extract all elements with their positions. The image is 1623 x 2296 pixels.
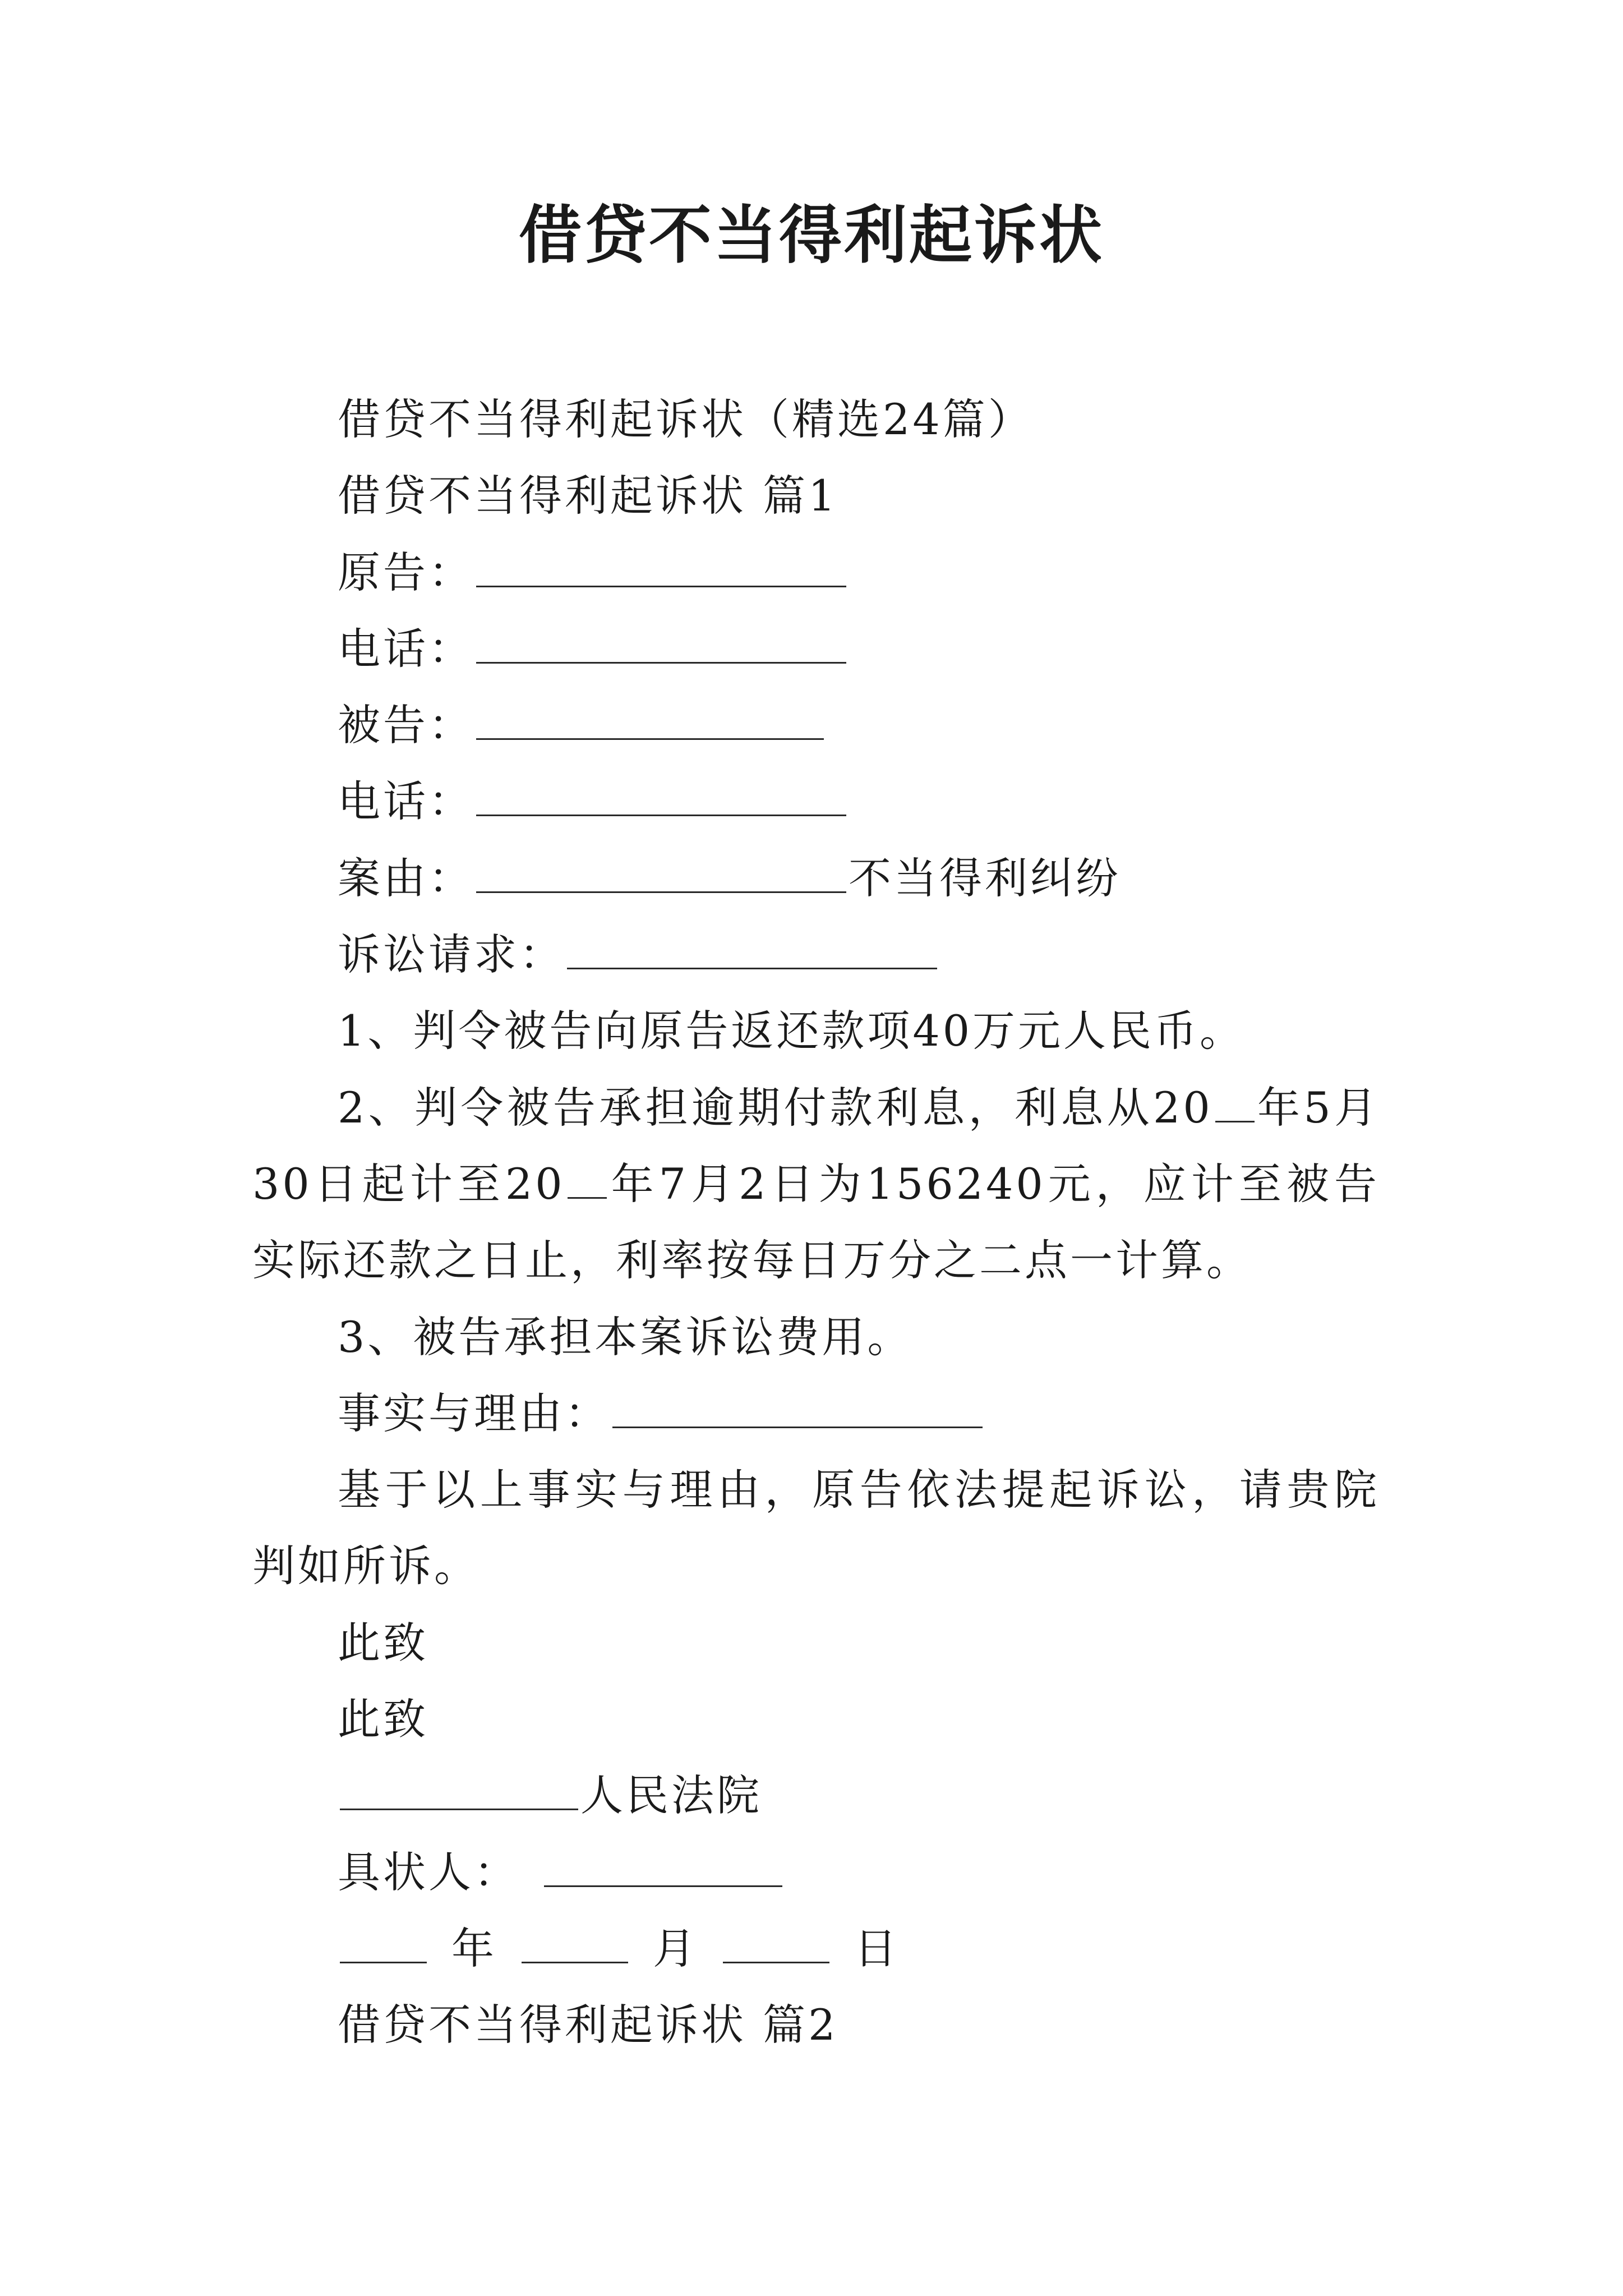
year-label: 年 bbox=[451, 1923, 497, 1973]
cause-line bbox=[252, 840, 1380, 917]
plaintiff-line bbox=[252, 535, 1380, 611]
plaintiff-phone-label: 电话： bbox=[338, 623, 474, 674]
salutation-2: 此致 bbox=[338, 1694, 428, 1745]
facts-line bbox=[252, 1375, 1380, 1452]
court-blank bbox=[340, 1768, 578, 1810]
month-label: 月 bbox=[653, 1923, 698, 1973]
claims-label: 诉讼请求： bbox=[338, 930, 565, 980]
claims-blank bbox=[567, 927, 937, 969]
claims-line bbox=[252, 917, 1380, 993]
claim-2-year-blank-2 bbox=[568, 1157, 607, 1199]
document-body bbox=[252, 381, 1380, 2064]
plaintiff-label: 原告： bbox=[338, 547, 474, 597]
conclusion-paragraph: 基于以上事实与理由，原告依法提起诉讼，请贵院判如所诉。 bbox=[252, 1465, 1380, 1591]
cause-label: 案由： bbox=[338, 853, 474, 903]
salutation-1: 此致 bbox=[338, 1617, 428, 1668]
claim-2-part-a: 2、判令被告承担逾期付款利息，利息从20 bbox=[338, 1082, 1213, 1133]
day-label: 日 bbox=[854, 1923, 900, 1973]
defendant-blank bbox=[476, 698, 824, 740]
month-blank bbox=[522, 1921, 628, 1963]
claim-3: 3、被告承担本案诉讼费用。 bbox=[338, 1312, 913, 1362]
court-line bbox=[252, 1757, 1380, 1834]
signer-blank bbox=[544, 1844, 782, 1887]
defendant-phone-line bbox=[252, 763, 1380, 840]
date-line bbox=[252, 1911, 1380, 1987]
defendant-label: 被告： bbox=[338, 700, 474, 751]
cause-blank bbox=[476, 851, 846, 893]
claim-2 bbox=[252, 1070, 1380, 1299]
day-blank bbox=[723, 1921, 829, 1963]
plaintiff-phone-line bbox=[252, 611, 1380, 687]
section-heading-2: 借贷不当得利起诉状 篇2 bbox=[338, 2000, 838, 2050]
claim-2-part-b: 年5月30日起计至20 bbox=[252, 1082, 1380, 1209]
plaintiff-blank bbox=[476, 545, 846, 587]
claim-2-year-blank-1 bbox=[1215, 1080, 1255, 1122]
facts-label: 事实与理由： bbox=[338, 1388, 610, 1438]
claim-1: 1、判令被告向原告返还款项40万元人民币。 bbox=[338, 1006, 1246, 1056]
signer-line bbox=[252, 1834, 1380, 1911]
plaintiff-phone-blank bbox=[476, 622, 846, 664]
facts-blank bbox=[612, 1386, 983, 1428]
court-suffix: 人民法院 bbox=[580, 1770, 762, 1821]
year-blank bbox=[340, 1921, 427, 1963]
document-title: 借贷不当得利起诉状 bbox=[519, 199, 1104, 272]
cause-suffix: 不当得利纠纷 bbox=[849, 853, 1121, 903]
claim-2-part-c: 年7月2日为156240元，应计至被告实际还款之日止，利率按每日万分之二点一计算。 bbox=[252, 1158, 1380, 1286]
section-heading-1: 借贷不当得利起诉状 篇1 bbox=[338, 471, 838, 521]
defendant-phone-blank bbox=[476, 774, 846, 816]
signer-label: 具状人： bbox=[338, 1847, 519, 1897]
defendant-line bbox=[252, 687, 1380, 763]
document-subtitle: 借贷不当得利起诉状（精选24篇） bbox=[338, 394, 1034, 444]
defendant-phone-label: 电话： bbox=[338, 776, 474, 827]
